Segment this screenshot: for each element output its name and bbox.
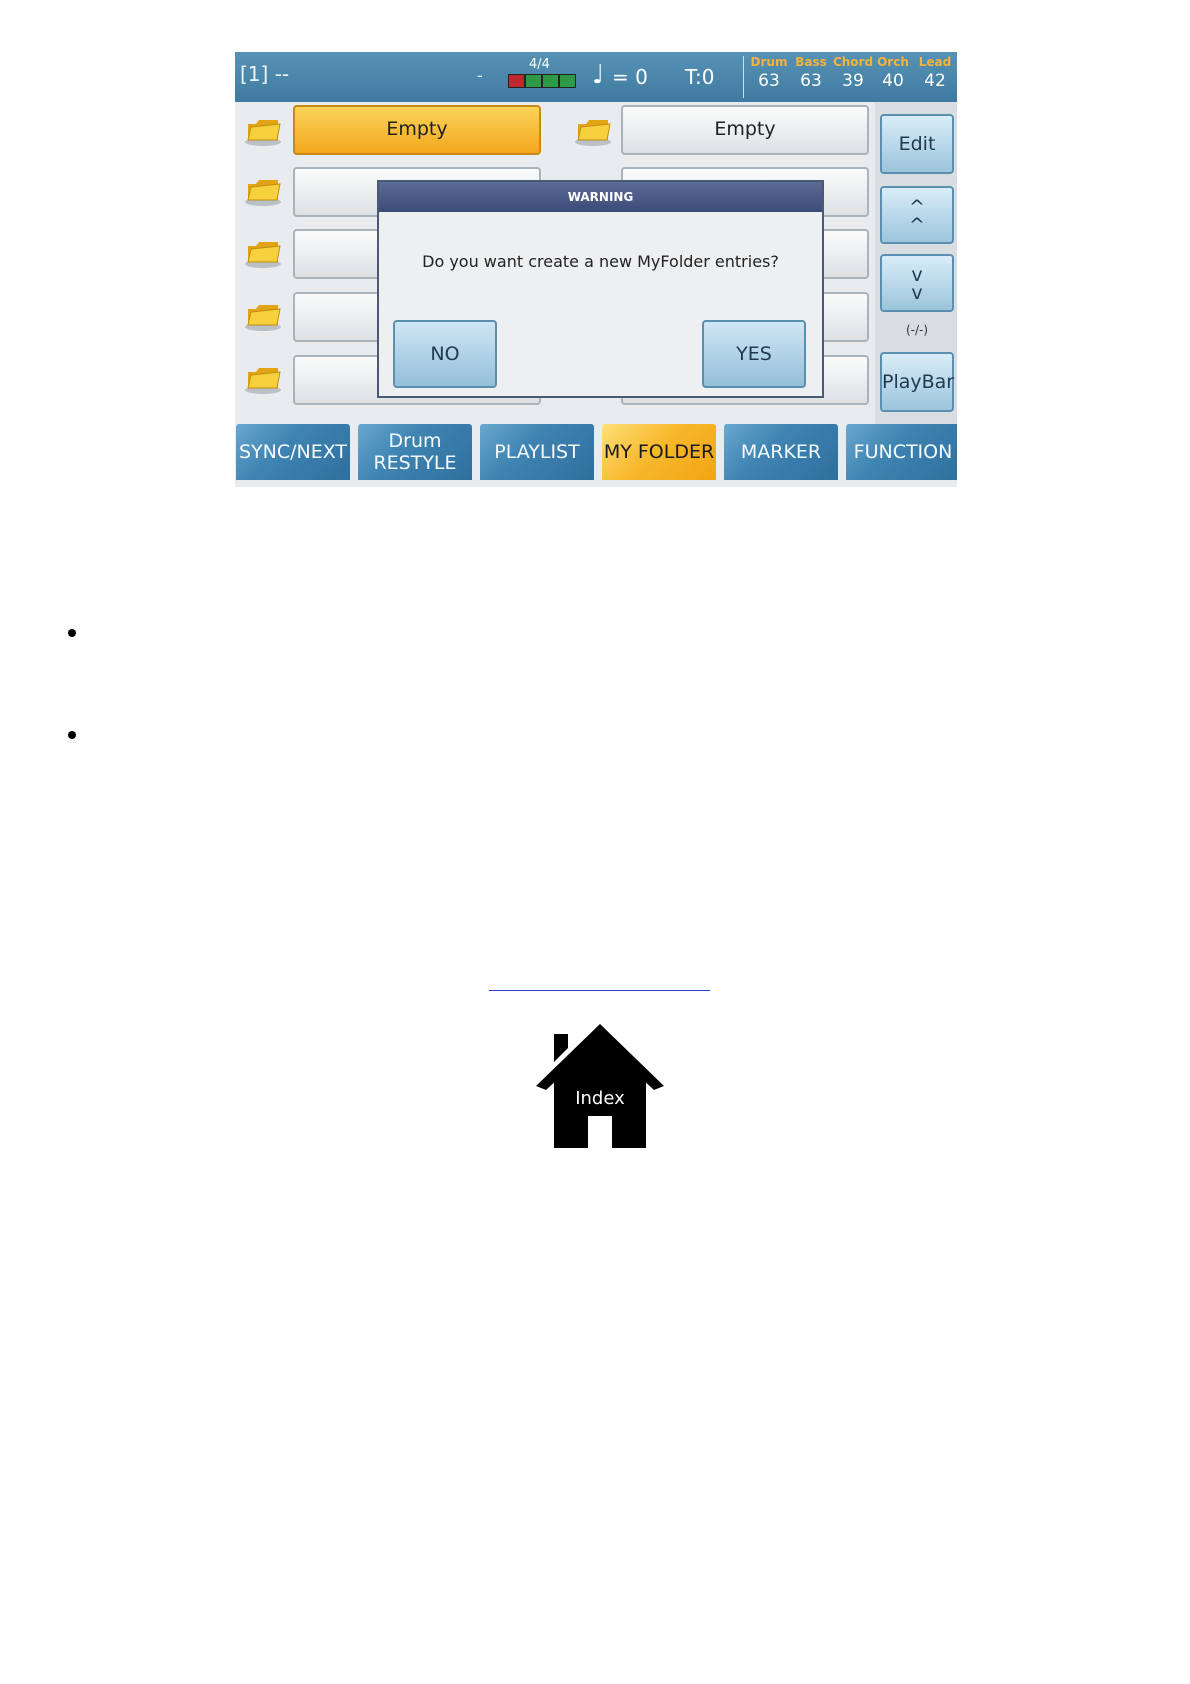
tab-playlist[interactable] <box>480 424 594 480</box>
yes-button[interactable]: YES <box>702 320 806 388</box>
tab-drum-restyle[interactable] <box>358 424 472 480</box>
level-value: 42 <box>924 71 946 91</box>
level-orch <box>871 55 915 91</box>
beat-led <box>509 75 524 87</box>
beat-meter <box>508 74 576 88</box>
bullet-point <box>68 629 76 637</box>
edit-button[interactable]: Edit <box>880 114 954 174</box>
beat-led <box>560 75 575 87</box>
tab-label: Drum <box>388 430 442 452</box>
tab-marker[interactable] <box>724 424 838 480</box>
folder-icon[interactable] <box>242 170 284 208</box>
status-dash: - <box>477 66 483 85</box>
tab-label: RESTYLE <box>373 452 457 474</box>
tab-label: PLAYLIST <box>494 441 580 463</box>
time-signature: 4/4 <box>529 57 550 72</box>
tab-label: MY FOLDER <box>603 441 715 463</box>
level-label: Chord <box>832 55 874 69</box>
warning-dialog <box>377 180 824 398</box>
level-drum <box>747 55 791 91</box>
slot-indicator: [1] -- <box>240 62 290 86</box>
tempo-value: = 0 <box>612 65 648 89</box>
folder-icon[interactable] <box>242 110 284 148</box>
level-lead <box>913 55 957 91</box>
no-button[interactable]: NO <box>393 320 497 388</box>
home-label: Index <box>575 1088 625 1109</box>
dialog-title: WARNING <box>379 182 822 212</box>
level-chord <box>831 55 875 91</box>
tab-label: FUNCTION <box>853 441 953 463</box>
folder-icon[interactable] <box>572 110 614 148</box>
divider <box>743 56 744 98</box>
level-value: 40 <box>882 71 904 91</box>
beat-led <box>526 75 541 87</box>
level-value: 63 <box>758 71 780 91</box>
tab-function[interactable] <box>846 424 957 480</box>
tab-label: MARKER <box>740 441 822 463</box>
folder-icon[interactable] <box>242 295 284 333</box>
folder-icon[interactable] <box>242 358 284 396</box>
playbar-button[interactable]: PlayBar <box>880 352 954 412</box>
tab-label: SYNC/NEXT <box>238 441 348 463</box>
status-bar <box>235 52 957 102</box>
dialog-message: Do you want create a new MyFolder entries? <box>422 252 779 271</box>
folder-slot[interactable]: Empty <box>293 105 541 155</box>
level-value: 63 <box>800 71 822 91</box>
page-down-button[interactable]: v v <box>880 254 954 312</box>
beat-led <box>543 75 558 87</box>
level-label: Lead <box>918 55 952 69</box>
keyboard-screen <box>235 52 957 487</box>
level-bass <box>789 55 833 91</box>
folder-slot[interactable]: Empty <box>621 105 869 155</box>
level-label: Orch <box>877 55 909 69</box>
folder-icon[interactable] <box>242 232 284 270</box>
page-indicator: (-/-) <box>905 323 929 337</box>
level-label: Bass <box>795 55 827 69</box>
level-value: 39 <box>842 71 864 91</box>
home-icon[interactable] <box>536 1024 664 1152</box>
bullet-point <box>68 731 76 739</box>
link-underline[interactable] <box>489 990 710 991</box>
part-levels <box>747 55 955 99</box>
note-icon: ♩ <box>592 60 605 90</box>
tab-my-folder[interactable] <box>602 424 716 480</box>
level-label: Drum <box>750 55 788 69</box>
page-up-button[interactable]: ^ ^ <box>880 186 954 244</box>
transpose-value: T:0 <box>685 65 715 89</box>
tab-sync-next[interactable] <box>236 424 350 480</box>
